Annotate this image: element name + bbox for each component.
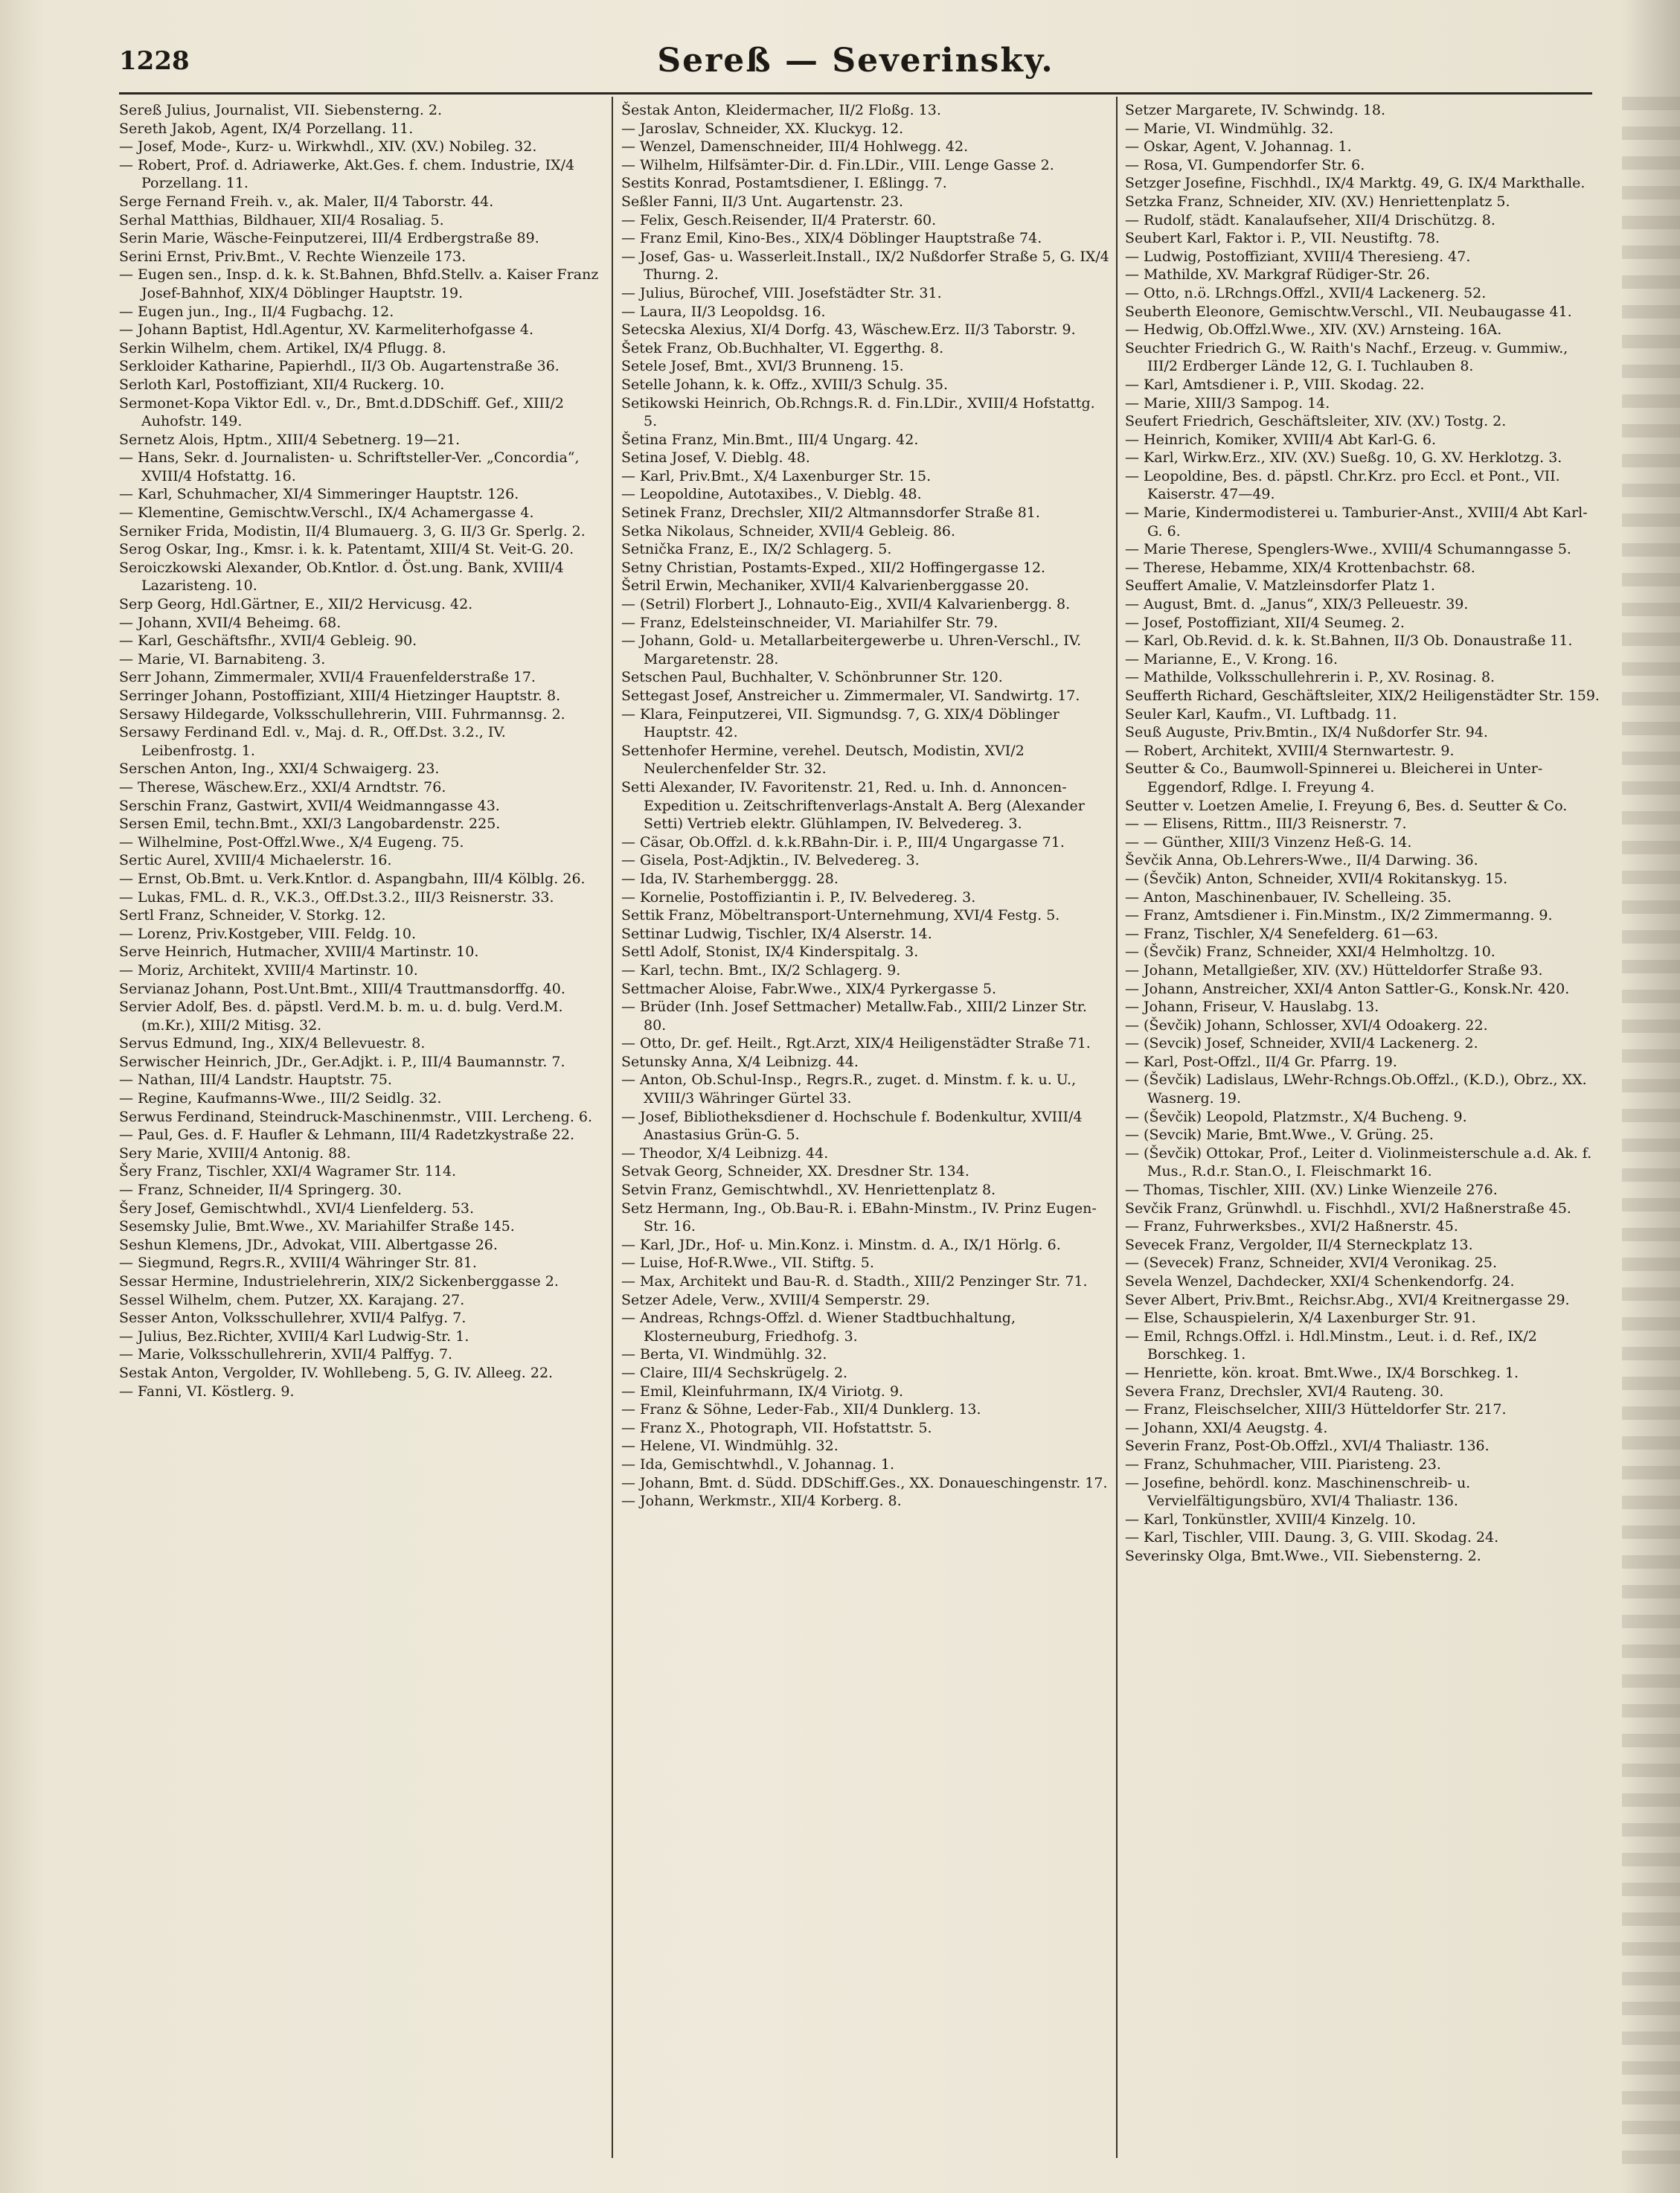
directory-entry: — Emil, Rchngs.Offzl. i. Hdl.Minstm., Leut. i. d. Ref., IX/2 Borschkeg. 1. [1125, 1328, 1537, 1363]
directory-entry: Serog Oskar, Ing., Kmsr. i. k. k. Patentamt, XIII/4 St. Veit-G. 20. [119, 541, 574, 558]
directory-entry: Seutter & Co., Baumwoll-Spinnerei u. Bleicherei in Unter-Eggendorf, Rdlge. I. Freyung 4. [1125, 761, 1543, 795]
directory-entry: — Johann, Bmt. d. Südd. DDSchiff.Ges., XX. Donaueschingenstr. 17. [621, 1474, 1108, 1491]
directory-entry: — Ida, IV. Starhemberggg. 28. [621, 870, 839, 887]
directory-entry: Settmacher Aloise, Fabr.Wwe., XIX/4 Pyrkergasse 5. [621, 980, 997, 997]
directory-entry: Settik Franz, Möbeltransport-Unternehmung, XVI/4 Festg. 5. [621, 907, 1060, 924]
directory-entry: — (Ševčik) Leopold, Platzmstr., X/4 Bucheng. 9. [1125, 1108, 1467, 1125]
directory-entry: Settinar Ludwig, Tischler, IX/4 Alserstr. 14. [621, 925, 932, 942]
directory-entry: — Ludwig, Postoffiziant, XVIII/4 Theresieng. 47. [1125, 248, 1471, 265]
directory-column-2 [621, 101, 1112, 2155]
directory-entry: — Johann, Friseur, V. Hauslabg. 13. [1125, 999, 1379, 1016]
directory-entry: — Claire, III/4 Sechskrügelg. 2. [621, 1364, 848, 1381]
directory-entry: — (Ševčik) Ladislaus, LWehr-Rchngs.Ob.Offzl., (K.D.), Obrz., XX. Wasnerg. 19. [1125, 1072, 1587, 1107]
directory-entry: — Mathilde, Volksschullehrerin i. P., XV. Rosinag. 8. [1125, 669, 1495, 686]
directory-entry: Seufert Friedrich, Geschäftsleiter, XIV. (XV.) Tostg. 2. [1125, 413, 1507, 430]
directory-entry: — Karl, Schuhmacher, XI/4 Simmeringer Hauptstr. 126. [119, 486, 519, 503]
directory-entry: Setvin Franz, Gemischtwhdl., XV. Henriettenplatz 8. [621, 1182, 996, 1199]
directory-entry: — Franz X., Photograph, VII. Hofstattstr. 5. [621, 1419, 932, 1436]
directory-entry: Sestits Konrad, Postamtsdiener, I. Eßlingg. 7. [621, 175, 947, 192]
directory-entry: Setzer Adele, Verw., XVIII/4 Semperstr. 29. [621, 1291, 930, 1308]
directory-entry: — Paul, Ges. d. F. Haufler & Lehmann, III/4 Radetzkystraße 22. [119, 1127, 575, 1144]
directory-column-1 [119, 101, 603, 2155]
directory-entry: — Else, Schauspielerin, X/4 Laxenburger Str. 91. [1125, 1310, 1476, 1327]
directory-entry: — Leopoldine, Autotaxibes., V. Dieblg. 48. [621, 486, 922, 503]
directory-entry: — Robert, Architekt, XVIII/4 Sternwartestr. 9. [1125, 742, 1455, 759]
directory-entry: Serve Heinrich, Hutmacher, XVIII/4 Martinstr. 10. [119, 944, 479, 961]
directory-entry: — Johann, Metallgießer, XIV. (XV.) Hütteldorfer Straße 93. [1125, 961, 1543, 979]
directory-entry: Seuler Karl, Kaufm., VI. Luftbadg. 11. [1125, 705, 1397, 723]
directory-entry: — Karl, Wirkw.Erz., XIV. (XV.) Sueßg. 10, G. XV. Herklotzg. 3. [1125, 449, 1562, 467]
page-header [119, 42, 1592, 94]
directory-entry: Seubert Karl, Faktor i. P., VII. Neustiftg. 78. [1125, 230, 1440, 247]
directory-entry: — Johann, Werkmstr., XII/4 Korberg. 8. [621, 1493, 902, 1510]
directory-entry: Serschin Franz, Gastwirt, XVII/4 Weidmanngasse 43. [119, 797, 500, 814]
directory-entry: — Franz, Fuhrwerksbes., XVI/2 Haßnerstr. 45. [1125, 1218, 1458, 1235]
directory-entry: — (Sevcik) Josef, Schneider, XVII/4 Lackenerg. 2. [1125, 1035, 1478, 1052]
directory-entry: Seßler Fanni, II/3 Unt. Augartenstr. 23. [621, 193, 904, 210]
directory-entry: — Leopoldine, Bes. d. päpstl. Chr.Krz. pro Eccl. et Pont., VII. Kaiserstr. 47—49. [1125, 467, 1560, 503]
directory-entry: Severin Franz, Post-Ob.Offzl., XVI/4 Thaliastr. 136. [1125, 1438, 1490, 1455]
directory-entry: Setschen Paul, Buchhalter, V. Schönbrunner Str. 120. [621, 669, 1003, 686]
directory-entry: — Siegmund, Regrs.R., XVIII/4 Währinger Str. 81. [119, 1255, 477, 1272]
directory-entry: — Julius, Bez.Richter, XVIII/4 Karl Ludwig-Str. 1. [119, 1328, 469, 1345]
directory-entry: Seroiczkowski Alexander, Ob.Kntlor. d. Öst.ung. Bank, XVIII/4 Lazaristeng. 10. [119, 559, 564, 595]
directory-entry: Sestak Anton, Vergolder, IV. Wohllebeng. 5, G. IV. Alleeg. 22. [119, 1364, 554, 1381]
directory-entry: — Helene, VI. Windmühlg. 32. [621, 1438, 839, 1455]
directory-entry: Šery Josef, Gemischtwhdl., XVI/4 Lienfelderg. 53. [119, 1200, 474, 1217]
directory-entry: — Franz, Fleischselcher, XIII/3 Hütteldorfer Str. 217. [1125, 1401, 1507, 1418]
directory-entry: — Wilhelmine, Post-Offzl.Wwe., X/4 Eugeng. 75. [119, 833, 464, 851]
directory-entry: — Josefine, behördl. konz. Maschinenschreib- u. Vervielfältigungsbüro, XVI/4 Thaliastr. 136. [1125, 1474, 1471, 1510]
directory-entry: Setti Alexander, IV. Favoritenstr. 21, Red. u. Inh. d. Annoncen-Expedition u. Zeitschriftenverlags-Anstalt A. Berg (Alexander Setti) Vertrieb elektr. Glühlampen, IV. Belvedereg. 3. [621, 778, 1085, 833]
directory-entry: — Ida, Gemischtwhdl., V. Johannag. 1. [621, 1456, 895, 1473]
directory-entry: — Therese, Hebamme, XIX/4 Krottenbachstr. 68. [1125, 559, 1475, 576]
directory-entry: Setikowski Heinrich, Ob.Rchngs.R. d. Fin.LDir., XVIII/4 Hofstattg. 5. [621, 394, 1095, 430]
directory-entry: Šetina Franz, Min.Bmt., III/4 Ungarg. 42. [621, 431, 919, 448]
directory-entry: Settenhofer Hermine, verehel. Deutsch, Modistin, XVI/2 Neulerchenfelder Str. 32. [621, 742, 1025, 778]
directory-entry: Setecska Alexius, XI/4 Dorfg. 43, Wäschew.Erz. II/3 Taborstr. 9. [621, 321, 1076, 339]
directory-entry: Sever Albert, Priv.Bmt., Reichsr.Abg., XVI/4 Kreitnergasse 29. [1125, 1291, 1570, 1308]
directory-entry: — Fanni, VI. Köstlerg. 9. [119, 1383, 295, 1400]
directory-entry: — Brüder (Inh. Josef Settmacher) Metallw.Fab., XIII/2 Linzer Str. 80. [621, 999, 1087, 1034]
directory-entry: — Franz Emil, Kino-Bes., XIX/4 Döblinger Hauptstraße 74. [621, 230, 1042, 247]
directory-entry: Setzka Franz, Schneider, XIV. (XV.) Henriettenplatz 5. [1125, 193, 1510, 210]
directory-entry: — Regine, Kaufmanns-Wwe., III/2 Seidlg. 32. [119, 1090, 442, 1107]
directory-entry: Sevčik Franz, Grünwhdl. u. Fischhdl., XVI/2 Haßnerstraße 45. [1125, 1200, 1571, 1217]
directory-entry: — Emil, Kleinfuhrmann, IX/4 Viriotg. 9. [621, 1383, 904, 1400]
directory-entry: Setnička Franz, E., IX/2 Schlagerg. 5. [621, 541, 892, 558]
directory-column-3 [1125, 101, 1601, 2155]
directory-entry: — Lukas, FML. d. R., V.K.3., Off.Dst.3.2., III/3 Reisnerstr. 33. [119, 889, 554, 906]
directory-entry: — Oskar, Agent, V. Johannag. 1. [1125, 138, 1352, 156]
directory-entry: Settegast Josef, Anstreicher u. Zimmermaler, VI. Sandwirtg. 17. [621, 688, 1080, 704]
directory-entry: — (Ševčik) Johann, Schlosser, XVI/4 Odoakerg. 22. [1125, 1017, 1488, 1034]
directory-entry: — Felix, Gesch.Reisender, II/4 Praterstr. 60. [621, 211, 937, 228]
directory-entry: — (Sevcik) Marie, Bmt.Wwe., V. Grüng. 25. [1125, 1127, 1434, 1144]
directory-entry: Servus Edmund, Ing., XIX/4 Bellevuestr. 8. [119, 1035, 426, 1052]
directory-entry: Sereth Jakob, Agent, IX/4 Porzellang. 11. [119, 120, 414, 137]
directory-entry: Seuberth Eleonore, Gemischtw.Verschl., VII. Neubaugasse 41. [1125, 303, 1572, 320]
directory-entry: — Johann, Anstreicher, XXI/4 Anton Sattler-G., Konsk.Nr. 420. [1125, 980, 1570, 997]
directory-entry: — Marie, VI. Windmühlg. 32. [1125, 120, 1334, 137]
directory-entry: Seutter v. Loetzen Amelie, I. Freyung 6, Bes. d. Seutter & Co. [1125, 797, 1568, 814]
directory-entry: Setka Nikolaus, Schneider, XVII/4 Gebleig. 86. [621, 522, 956, 540]
directory-entry: — Franz, Schneider, II/4 Springerg. 30. [119, 1182, 402, 1199]
directory-entry: Serini Ernst, Priv.Bmt., V. Rechte Wienzeile 173. [119, 248, 467, 265]
directory-entry: Serp Georg, Hdl.Gärtner, E., XII/2 Hervicusg. 42. [119, 596, 473, 613]
directory-entry: Sesser Anton, Volksschullehrer, XVII/4 Palfyg. 7. [119, 1310, 467, 1327]
directory-entry: — Josef, Postoffiziant, XII/4 Seumeg. 2. [1125, 614, 1405, 631]
directory-entry: — Karl, Priv.Bmt., X/4 Laxenburger Str. 15. [621, 467, 932, 484]
directory-entry: Serniker Frida, Modistin, II/4 Blumauerg. 3, G. II/3 Gr. Sperlg. 2. [119, 522, 586, 540]
directory-entry: Setina Josef, V. Dieblg. 48. [621, 449, 810, 467]
directory-entry: Severinsky Olga, Bmt.Wwe., VII. Siebensterng. 2. [1125, 1547, 1481, 1564]
directory-entry: — Marie, Volksschullehrerin, XVII/4 Palffyg. 7. [119, 1346, 453, 1363]
directory-entry: Sessar Hermine, Industrielehrerin, XIX/2 Sickenberggasse 2. [119, 1273, 559, 1290]
directory-entry: — Josef, Mode-, Kurz- u. Wirkwhdl., XIV. (XV.) Nobileg. 32. [119, 138, 537, 156]
directory-entry: — Eugen jun., Ing., II/4 Fugbachg. 12. [119, 303, 394, 320]
directory-entry: — August, Bmt. d. „Janus“, XIX/3 Pelleuestr. 39. [1125, 596, 1469, 613]
directory-entry: — Robert, Prof. d. Adriawerke, Akt.Ges. f. chem. Industrie, IX/4 Porzellang. 11. [119, 156, 575, 192]
directory-entry: — Otto, Dr. gef. Heilt., Rgt.Arzt, XIX/4 Heiligenstädter Straße 71. [621, 1035, 1091, 1052]
directory-entry: Seuß Auguste, Priv.Bmtin., IX/4 Nußdorfer Str. 94. [1125, 724, 1488, 741]
directory-entry: — (Ševčik) Ottokar, Prof., Leiter d. Violinmeisterschule a.d. Ak. f. Mus., R.d.r. Stan.O., I. Fleischmarkt 16. [1125, 1144, 1592, 1180]
directory-entry: Seufferth Richard, Geschäftsleiter, XIX/2 Heiligenstädter Str. 159. [1125, 688, 1600, 704]
directory-entry: — Marie, XIII/3 Sampog. 14. [1125, 394, 1330, 412]
directory-entry: Serloth Karl, Postoffiziant, XII/4 Ruckerg. 10. [119, 376, 445, 393]
directory-entry: — Thomas, Tischler, XIII. (XV.) Linke Wienzeile 276. [1125, 1182, 1498, 1199]
directory-entry: — Jaroslav, Schneider, XX. Kluckyg. 12. [621, 120, 904, 137]
directory-entry: — Anton, Maschinenbauer, IV. Schelleing. 35. [1125, 889, 1452, 906]
directory-entry: Serkin Wilhelm, chem. Artikel, IX/4 Pflugg. 8. [119, 339, 446, 356]
directory-entry: Sersawy Ferdinand Edl. v., Maj. d. R., Off.Dst. 3.2., IV. Leibenfrostg. 1. [119, 724, 506, 759]
directory-entry: — Otto, n.ö. LRchngs.Offzl., XVII/4 Lackenerg. 52. [1125, 284, 1487, 301]
directory-entry: Setny Christian, Postamts-Exped., XII/2 Hoffingergasse 12. [621, 559, 1046, 576]
directory-entry: Sery Marie, XVIII/4 Antonig. 88. [119, 1144, 351, 1162]
directory-entry: — Marie, Kindermodisterei u. Tamburier-Anst., XVIII/4 Abt Karl-G. 6. [1125, 505, 1588, 540]
directory-entry: Settl Adolf, Stonist, IX/4 Kinderspitalg. 3. [621, 944, 919, 961]
column-divider [1116, 97, 1118, 2158]
directory-entry: — Hans, Sekr. d. Journalisten- u. Schriftsteller-Ver. „Concordia“, XVIII/4 Hofstattg. 16. [119, 449, 580, 484]
directory-entry: — Berta, VI. Windmühlg. 32. [621, 1346, 827, 1363]
directory-entry: — Therese, Wäschew.Erz., XXI/4 Arndtstr. 76. [119, 778, 446, 795]
directory-entry: — Ernst, Ob.Bmt. u. Verk.Kntlor. d. Aspangbahn, III/4 Kölblg. 26. [119, 870, 586, 887]
directory-entry: Servianaz Johann, Post.Unt.Bmt., XIII/4 Trauttmansdorffg. 40. [119, 980, 565, 997]
directory-entry: — Johann, Gold- u. Metallarbeitergewerbe u. Uhren-Verschl., IV. Margaretenstr. 28. [621, 633, 1082, 667]
directory-entry: — Theodor, X/4 Leibnizg. 44. [621, 1144, 829, 1162]
header-rule [119, 92, 1592, 95]
directory-entry: — Karl, Geschäftsfhr., XVII/4 Gebleig. 90. [119, 633, 417, 650]
directory-entry: — Cäsar, Ob.Offzl. d. k.k.RBahn-Dir. i. P., III/4 Ungargasse 71. [621, 833, 1065, 851]
directory-entry: Sersen Emil, techn.Bmt., XXI/3 Langobardenstr. 225. [119, 816, 501, 833]
directory-entry: — Johann Baptist, Hdl.Agentur, XV. Karmeliterhofgasse 4. [119, 321, 534, 339]
directory-entry: Serhal Matthias, Bildhauer, XII/4 Rosaliag. 5. [119, 211, 444, 228]
directory-entry: Sertic Aurel, XVIII/4 Michaelerstr. 16. [119, 852, 392, 869]
directory-entry: Ševčik Anna, Ob.Lehrers-Wwe., II/4 Darwing. 36. [1125, 852, 1478, 869]
directory-entry: — Moriz, Architekt, XVIII/4 Martinstr. 10. [119, 961, 418, 979]
directory-entry: Seuffert Amalie, V. Matzleinsdorfer Platz 1. [1125, 577, 1435, 595]
directory-entry: Serge Fernand Freih. v., ak. Maler, II/4 Taborstr. 44. [119, 193, 494, 210]
directory-entry: — Laura, II/3 Leopoldsg. 16. [621, 303, 826, 320]
directory-entry: — Julius, Bürochef, VIII. Josefstädter Str. 31. [621, 284, 942, 301]
directory-entry: Sersawy Hildegarde, Volksschullehrerin, VIII. Fuhrmannsg. 2. [119, 705, 565, 723]
directory-entry: Šestak Anton, Kleidermacher, II/2 Floßg. 13. [621, 102, 941, 118]
directory-entry: — Franz, Amtsdiener i. Fin.Minstm., IX/2 Zimmermanng. 9. [1125, 907, 1553, 924]
directory-entry: — (Ševčik) Franz, Schneider, XXI/4 Helmholtzg. 10. [1125, 944, 1495, 961]
directory-entry: — Rosa, VI. Gumpendorfer Str. 6. [1125, 156, 1365, 173]
directory-entry: — Eugen sen., Insp. d. k. k. St.Bahnen, Bhfd.Stellv. a. Kaiser Franz Josef-Bahnhof, XIX/4 Döblinger Hauptstr. 19. [119, 266, 599, 301]
directory-entry: Sevecek Franz, Vergolder, II/4 Sterneckplatz 13. [1125, 1236, 1473, 1253]
directory-entry: — Heinrich, Komiker, XVIII/4 Abt Karl-G. 6. [1125, 431, 1436, 448]
directory-entry: — Karl, Amtsdiener i. P., VIII. Skodag. 22. [1125, 376, 1425, 393]
directory-entry: — (Sevecek) Franz, Schneider, XVI/4 Veronikag. 25. [1125, 1255, 1498, 1272]
directory-entry: Setvak Georg, Schneider, XX. Dresdner Str. 134. [621, 1163, 969, 1180]
directory-entry: — (Ševčik) Anton, Schneider, XVII/4 Rokitanskyg. 15. [1125, 870, 1508, 887]
directory-entry: Šetril Erwin, Mechaniker, XVII/4 Kalvarienberggasse 20. [621, 577, 1030, 595]
directory-entry: — Klara, Feinputzerei, VII. Sigmundsg. 7, G. XIX/4 Döblinger Hauptstr. 42. [621, 705, 1059, 741]
directory-entry: Šetek Franz, Ob.Buchhalter, VI. Eggerthg. 8. [621, 339, 944, 356]
directory-entry: — Franz, Edelsteinschneider, VI. Mariahilfer Str. 79. [621, 614, 998, 631]
directory-entry: — Franz, Schuhmacher, VIII. Piaristeng. 23. [1125, 1456, 1441, 1473]
directory-entry: — Marianne, E., V. Krong. 16. [1125, 650, 1338, 667]
directory-entry: Setzger Josefine, Fischhdl., IX/4 Marktg. 49, G. IX/4 Markthalle. [1125, 175, 1586, 192]
directory-entry: Setinek Franz, Drechsler, XII/2 Altmannsdorfer Straße 81. [621, 505, 1040, 522]
directory-entry: Šery Franz, Tischler, XXI/4 Wagramer Str. 114. [119, 1163, 457, 1180]
directory-entry: — Johann, XXI/4 Aeugstg. 4. [1125, 1419, 1328, 1436]
directory-entry: — Gisela, Post-Adjktin., IV. Belvedereg. 3. [621, 852, 920, 869]
directory-entry: — Marie, VI. Barnabiteng. 3. [119, 650, 326, 667]
directory-entry: — Karl, techn. Bmt., IX/2 Schlagerg. 9. [621, 961, 901, 979]
bleed-through-edge [1622, 97, 1680, 2180]
directory-entry: — Wenzel, Damenschneider, III/4 Hohlwegg. 42. [621, 138, 969, 156]
directory-entry: — Henriette, kön. kroat. Bmt.Wwe., IX/4 Borschkeg. 1. [1125, 1364, 1519, 1381]
column-divider [612, 97, 613, 2158]
directory-entry: Servier Adolf, Bes. d. päpstl. Verd.M. b. m. u. d. bulg. Verd.M. (m.Kr.), XIII/2 Mitisg. 32. [119, 999, 563, 1034]
directory-entry: Serschen Anton, Ing., XXI/4 Schwaigerg. 23. [119, 761, 440, 778]
directory-entry: Serkloider Katharine, Papierhdl., II/3 Ob. Augartenstraße 36. [119, 358, 560, 375]
directory-entry: Setele Josef, Bmt., XVI/3 Brunneng. 15. [621, 358, 904, 375]
directory-entry: — Hedwig, Ob.Offzl.Wwe., XIV. (XV.) Arnsteing. 16A. [1125, 321, 1502, 339]
directory-entry: — Lorenz, Priv.Kostgeber, VIII. Feldg. 10. [119, 925, 417, 942]
directory-entry: Serin Marie, Wäsche-Feinputzerei, III/4 Erdbergstraße 89. [119, 230, 539, 247]
directory-entry: — — Elisens, Rittm., III/3 Reisnerstr. 7. [1125, 816, 1407, 833]
directory-entry: Serringer Johann, Postoffiziant, XIII/4 Hietzinger Hauptstr. 8. [119, 688, 561, 704]
directory-entry: Setelle Johann, k. k. Offz., XVIII/3 Schulg. 35. [621, 376, 949, 393]
directory-entry: — Karl, Post-Offzl., II/4 Gr. Pfarrg. 19. [1125, 1053, 1397, 1070]
running-head: Sereß — Severinsky. [657, 42, 1054, 80]
directory-entry: — Rudolf, städt. Kanalaufseher, XII/4 Drischützg. 8. [1125, 211, 1495, 228]
directory-entry: Sessel Wilhelm, chem. Putzer, XX. Karajang. 27. [119, 1291, 465, 1308]
directory-entry: Setzer Margarete, IV. Schwindg. 18. [1125, 102, 1385, 118]
directory-entry: Sernetz Alois, Hptm., XIII/4 Sebetnerg. 19—21. [119, 431, 461, 448]
directory-entry: Severa Franz, Drechsler, XVI/4 Rauteng. 30. [1125, 1383, 1444, 1400]
directory-entry: — Karl, Ob.Revid. d. k. k. St.Bahnen, II/3 Ob. Donaustraße 11. [1125, 633, 1573, 650]
directory-entry: — Franz, Tischler, X/4 Senefelderg. 61—63. [1125, 925, 1439, 942]
directory-entry: — (Setril) Florbert J., Lohnauto-Eig., XVII/4 Kalvarienbergg. 8. [621, 596, 1071, 613]
directory-entry: — Mathilde, XV. Markgraf Rüdiger-Str. 26. [1125, 266, 1430, 284]
directory-entry: Setunsky Anna, X/4 Leibnizg. 44. [621, 1053, 859, 1070]
directory-entry: Sevela Wenzel, Dachdecker, XXI/4 Schenkendorfg. 24. [1125, 1273, 1515, 1290]
directory-entry: — Franz & Söhne, Leder-Fab., XII/4 Dunklerg. 13. [621, 1401, 981, 1418]
directory-entry: — Anton, Ob.Schul-Insp., Regrs.R., zuget. d. Minstm. f. k. u. U., XVIII/3 Währinger Gürtel 33. [621, 1072, 1077, 1107]
directory-entry: — Karl, Tonkünstler, XVIII/4 Kinzelg. 10. [1125, 1511, 1417, 1528]
directory-entry: — Josef, Gas- u. Wasserleit.Install., IX/2 Nußdorfer Straße 5, G. IX/4 Thurng. 2. [621, 248, 1109, 284]
page-number: 1228 [119, 46, 190, 76]
directory-entry: Sertl Franz, Schneider, V. Storkg. 12. [119, 907, 386, 924]
directory-entry: — Marie Therese, Spenglers-Wwe., XVIII/4 Schumanngasse 5. [1125, 541, 1571, 558]
directory-entry: — Josef, Bibliotheksdiener d. Hochschule f. Bodenkultur, XVIII/4 Anastasius Grün-G. 5. [621, 1108, 1083, 1144]
directory-entry: — Klementine, Gemischtw.Verschl., IX/4 Achamergasse 4. [119, 505, 534, 522]
directory-entry: Seuchter Friedrich G., W. Raith's Nachf., Erzeug. v. Gummiw., III/2 Erdberger Lände 12, G. I. Tuchlauben 8. [1125, 339, 1568, 375]
directory-entry: — Karl, Tischler, VIII. Daung. 3, G. VIII. Skodag. 24. [1125, 1529, 1499, 1546]
directory-entry: Sesemsky Julie, Bmt.Wwe., XV. Mariahilfer Straße 145. [119, 1218, 515, 1235]
directory-entry: Seshun Klemens, JDr., Advokat, VIII. Albertgasse 26. [119, 1236, 498, 1253]
directory-entry: — Wilhelm, Hilfsämter-Dir. d. Fin.LDir., VIII. Lenge Gasse 2. [621, 156, 1054, 173]
directory-entry: Serwischer Heinrich, JDr., Ger.Adjkt. i. P., III/4 Baumannstr. 7. [119, 1053, 565, 1070]
directory-entry: Setz Hermann, Ing., Ob.Bau-R. i. EBahn-Minstm., IV. Prinz Eugen-Str. 16. [621, 1200, 1097, 1235]
directory-entry: Sereß Julius, Journalist, VII. Siebensterng. 2. [119, 102, 443, 118]
directory-entry: — Luise, Hof-R.Wwe., VII. Stiftg. 5. [621, 1255, 874, 1272]
directory-entry: — Kornelie, Postoffiziantin i. P., IV. Belvedereg. 3. [621, 889, 976, 906]
directory-entry: — Nathan, III/4 Landstr. Hauptstr. 75. [119, 1072, 392, 1089]
directory-entry: Serr Johann, Zimmermaler, XVII/4 Frauenfelderstraße 17. [119, 669, 536, 686]
directory-entry: Sermonet-Kopa Viktor Edl. v., Dr., Bmt.d.DDSchiff. Gef., XIII/2 Auhofstr. 149. [119, 394, 564, 430]
directory-entry: — Johann, XVII/4 Beheimg. 68. [119, 614, 342, 631]
directory-entry: — — Günther, XIII/3 Vinzenz Heß-G. 14. [1125, 833, 1412, 851]
directory-entry: Serwus Ferdinand, Steindruck-Maschinenmstr., VIII. Lercheng. 6. [119, 1108, 593, 1125]
directory-entry: — Andreas, Rchngs-Offzl. d. Wiener Stadtbuchhaltung, Klosterneuburg, Friedhofg. 3. [621, 1310, 1016, 1345]
directory-entry: — Karl, JDr., Hof- u. Min.Konz. i. Minstm. d. A., IX/1 Hörlg. 6. [621, 1236, 1061, 1253]
directory-entry: — Max, Architekt und Bau-R. d. Stadth., XIII/2 Penzinger Str. 71. [621, 1273, 1088, 1290]
